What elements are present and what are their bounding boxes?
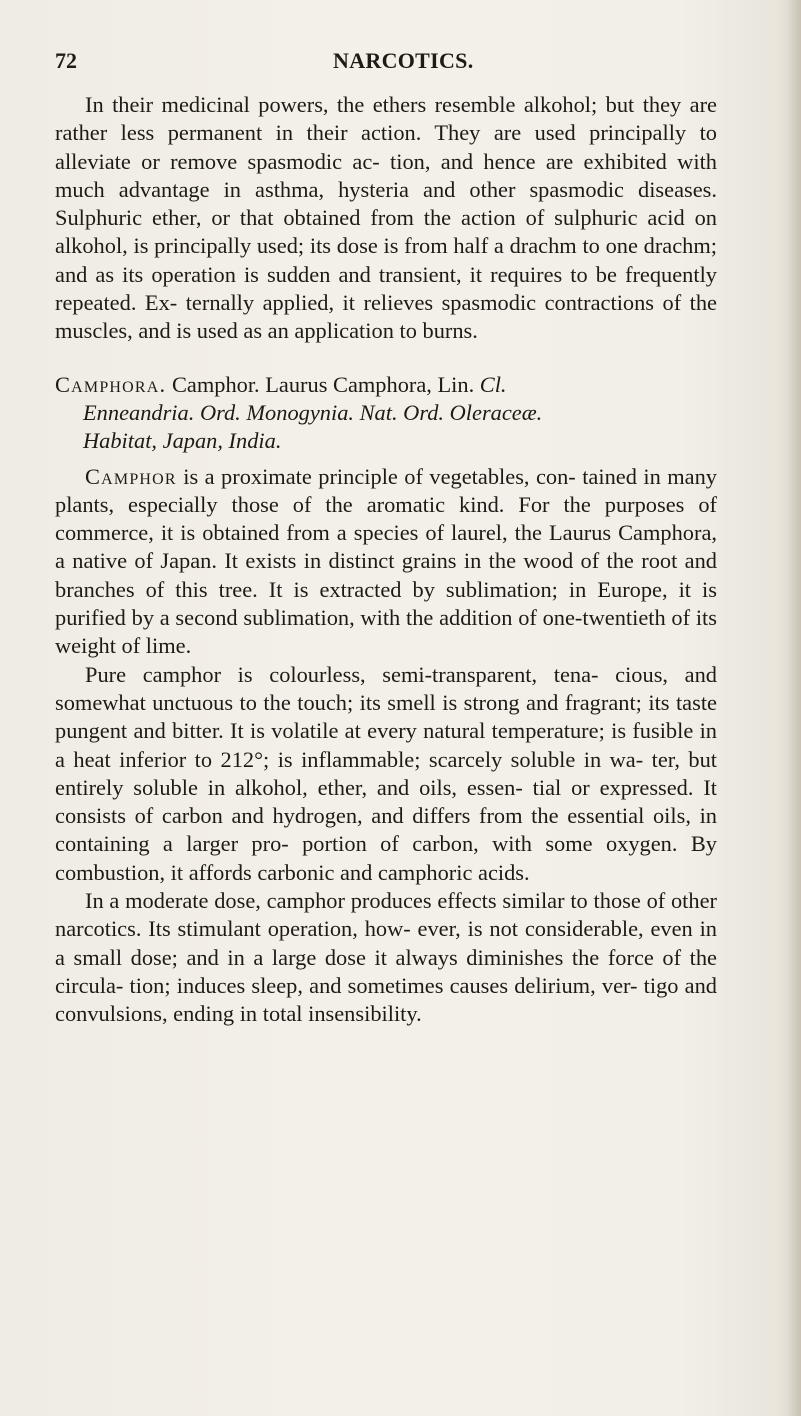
paragraph-camphor-effects: In a moderate dose, camphor produces effects similar to those of other narcotics. Its stimulant operation, how- ever, is not considerable, even in a small dose; and in a large dose it always diminishes the force of the circula- tion; induces sleep, and sometimes causes delirium, ver- tigo and convulsions, ending in total insensibility. [55, 888, 717, 1027]
entry-class-name: Enneandria. [83, 399, 195, 425]
paragraph-camphor-properties: Pure camphor is colourless, semi-transparent, tena- cious, and somewhat unctuous to the touch; its smell is strong and fragrant; its taste pungent and bitter. It is volatile at every natural temperature; is fusible in a heat inferior to 212°; is inflammable; scarcely soluble in wa- ter, but entirely soluble in alkohol, ether, and oils, essen- tial or expressed. It consists of carbon and hydrogen, and differs from the essential oils, in containing a larger pro- portion of carbon, with some oxygen. By combustion, it affords carbonic and camphoric acids. [55, 661, 717, 885]
camphor-small-caps: Camphor [85, 463, 177, 489]
paragraph-camphor-origin-text: is a proximate principle of vegetables, con- tained in many plants, especially those of the aromatic kind. For the purposes of commerce, it is obtained from a species of laurel, the Laurus Camphora, a native of Japan. It exists in distinct grains in the wood of the root and branches of this tree. It is extracted by sublimation; in Europe, it is purified by a second sublimation, with the addition of one-twentieth of its weight of lime. [55, 463, 717, 659]
body-text [55, 91, 717, 1029]
entry-habitat-label: Habitat, [83, 428, 158, 454]
entry-classification [55, 399, 717, 456]
entry-nat-ord-name: Oleraceæ. [449, 399, 543, 425]
paragraph-ethers: In their medicinal powers, the ethers resemble alkohol; but they are rather less permanent in their action. They are used principally to alleviate or remove spasmodic ac- tion, and hence are exhibited with much advantage in asthma, hysteria and other spasmodic diseases. Sulphuric ether, or that obtained from the action of sulphuric acid on alkohol, is principally used; its dose is from half a drachm to one drachm; and as its operation is sudden and transient, it requires to be frequently repeated. Ex- ternally applied, it relieves spasmodic contractions of the muscles, and is used as an application to burns. [55, 92, 717, 344]
paragraph-camphor-origin [55, 463, 717, 661]
entry-order-name: Monogynia. [246, 399, 354, 425]
entry-nat-ord-label: Nat. Ord. [359, 399, 445, 425]
entry-class-label: Cl. [479, 371, 507, 397]
page-header [55, 48, 715, 82]
entry-order-label: Ord. [199, 399, 241, 425]
page-number: 72 [55, 48, 77, 73]
entry-synonyms: Camphor. Laurus Camphora, Lin. [166, 371, 480, 397]
page-edge-shadow [787, 0, 801, 1416]
entry-head-word: Camphora. [55, 371, 167, 397]
entry-habitat-value: Japan, India. [162, 428, 282, 454]
entry-camphora-heading [55, 371, 717, 399]
running-title: NARCOTICS. [333, 48, 474, 73]
